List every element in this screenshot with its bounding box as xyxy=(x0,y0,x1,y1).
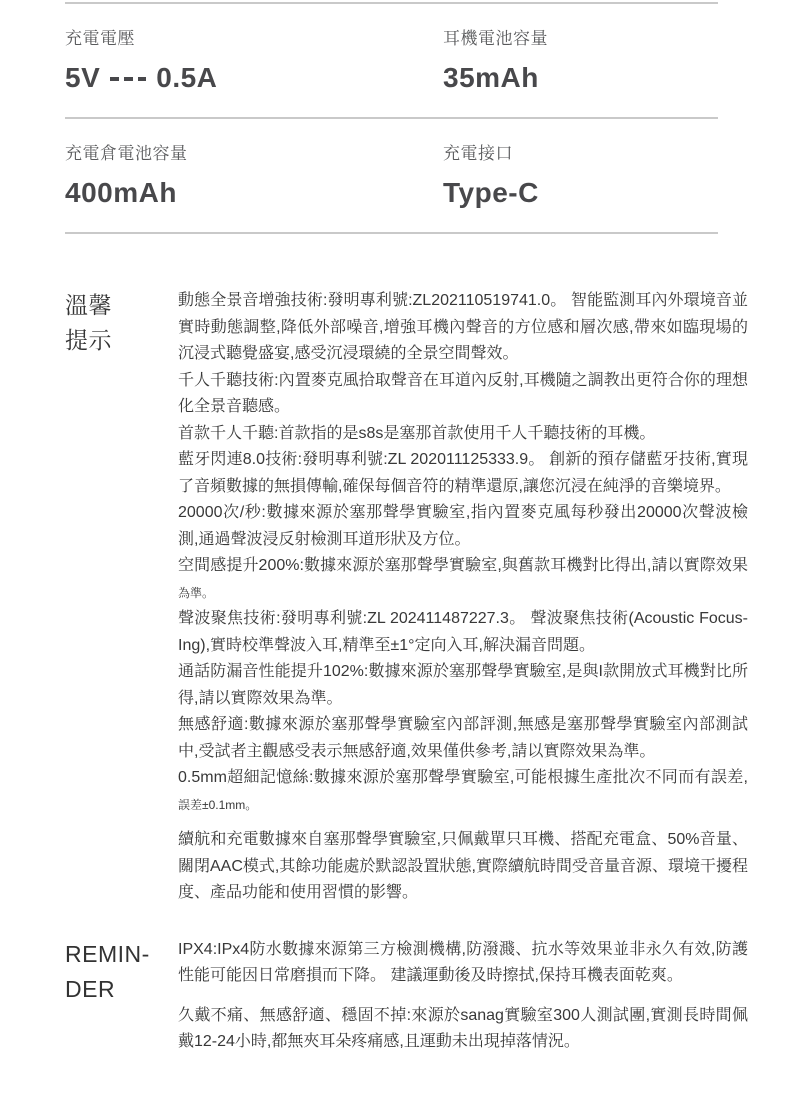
reminder-label-line2: DER xyxy=(65,975,116,1002)
tip-paragraph: 通話防漏音性能提升102%:數據來源於塞那聲學實驗室,是與I款開放式耳機對比所得,請以實際效果為準。 xyxy=(178,663,748,707)
dc-symbol-icon xyxy=(110,72,146,81)
tip-paragraph: 首款千人千聽:首款指的是s8s是塞那首款使用千人千聽技術的耳機。 xyxy=(178,424,656,442)
product-spec-page xyxy=(0,2,790,1098)
reminder-section-label xyxy=(65,937,178,1056)
reminder-section-body xyxy=(178,937,748,1056)
spec-value-charging-voltage xyxy=(65,62,443,94)
tip-small-note: 誤差±0.1mm。 xyxy=(178,797,258,812)
spec-case-battery xyxy=(65,139,443,209)
tip-paragraph: 藍牙閃連8.0技術:發明專利號:ZL 202011125333.9。 創新的預存儲藍牙技術,實現了音頻數據的無損傳輸,確保每個音符的精準還原,讓您沉浸在純淨的音樂境界。 xyxy=(178,451,748,495)
current-value: 0.5A xyxy=(156,62,218,93)
reminder-paragraph: 久戴不痛、無感舒適、穩固不掉:來源於sanag實驗室300人測試團,實測長時間佩戴12-24小時,都無夾耳朵疼痛感,且運動未出現掉落情況。 xyxy=(178,1006,748,1050)
tips-section xyxy=(65,288,748,907)
spec-value-case-battery: 400mAh xyxy=(65,177,177,208)
spec-label-earbud-battery: 耳機電池容量 xyxy=(443,29,548,48)
spec-value-earbud-battery: 35mAh xyxy=(443,62,539,93)
reminder-section xyxy=(65,937,748,1056)
spec-earbud-battery xyxy=(443,24,718,94)
tip-paragraph: 0.5mm超細記憶絲:數據來源於塞那聲學實驗室,可能根據生產批次不同而有誤差,誤差±0.1mm。 xyxy=(178,769,748,812)
spec-label-charging-voltage: 充電電壓 xyxy=(65,29,135,48)
spec-value-charging-port: Type-C xyxy=(443,177,539,208)
tip-paragraph: 千人千聽技術:內置麥克風拾取聲音在耳道內反射,耳機隨之調教出更符合你的理想化全景音聽感。 xyxy=(178,371,748,415)
divider-bottom xyxy=(65,232,718,234)
spec-label-case-battery: 充電倉電池容量 xyxy=(65,144,188,163)
spec-row-2 xyxy=(65,119,718,232)
spec-row-1 xyxy=(65,4,718,117)
tip-paragraph: 聲波聚焦技術:發明專利號:ZL 202411487227.3。 聲波聚焦技術(Acoustic Focus-Ing),實時校準聲波入耳,精準至±1°定向入耳,解決漏音問題。 xyxy=(178,610,748,654)
spec-charging-port xyxy=(443,139,718,209)
tip-paragraph: 空間感提升200%:數據來源於塞那聲學實驗室,與舊款耳機對比得出,請以實際效果為準。 xyxy=(178,557,748,600)
tips-section-label xyxy=(65,288,178,907)
tip-paragraph: 無感舒適:數據來源於塞那聲學實驗室內部評測,無感是塞那聲學實驗室內部測試中,受試者主觀感受表示無感舒適,效果僅供參考,請以實際效果為準。 xyxy=(178,716,748,760)
specs-section xyxy=(65,2,718,234)
reminder-paragraph: IPX4:IPx4防水數據來源第三方檢測機構,防潑濺、抗水等效果並非永久有效,防護性能可能因日常磨損而下降。 建議運動後及時擦拭,保持耳機表面乾爽。 xyxy=(178,940,748,984)
tips-section-body xyxy=(178,288,748,907)
tip-paragraph: 20000次/秒:數據來源於塞那聲學實驗室,指內置麥克風每秒發出20000次聲波檢測,通過聲波浸反射檢測耳道形狀及方位。 xyxy=(178,504,748,548)
spec-label-charging-port: 充電接口 xyxy=(443,144,513,163)
spec-charging-voltage xyxy=(65,24,443,94)
tip-small-note: 為準。 xyxy=(178,585,215,600)
tip-paragraph: 動態全景音增強技術:發明專利號:ZL202110519741.0。 智能監測耳內外環境音並實時動態調整,降低外部噪音,增強耳機內聲音的方位感和層次感,帶來如臨現場的沉浸式聽覺盛宴,感受沉浸環繞的全景空間聲效。 xyxy=(178,292,748,362)
tips-label-line2: 提示 xyxy=(65,327,112,353)
tips-label-line1: 溫馨 xyxy=(65,292,112,318)
voltage-value: 5V xyxy=(65,62,101,93)
tip-paragraph: 續航和充電數據來自塞那聲學實驗室,只佩戴單只耳機、搭配充電盒、50%音量、關閉AAC模式,其餘功能處於默認設置狀態,實際續航時間受音量音源、環境干擾程度、產品功能和使用習慣的影響。 xyxy=(178,831,748,901)
reminder-label-line1: REMIN- xyxy=(65,940,150,967)
